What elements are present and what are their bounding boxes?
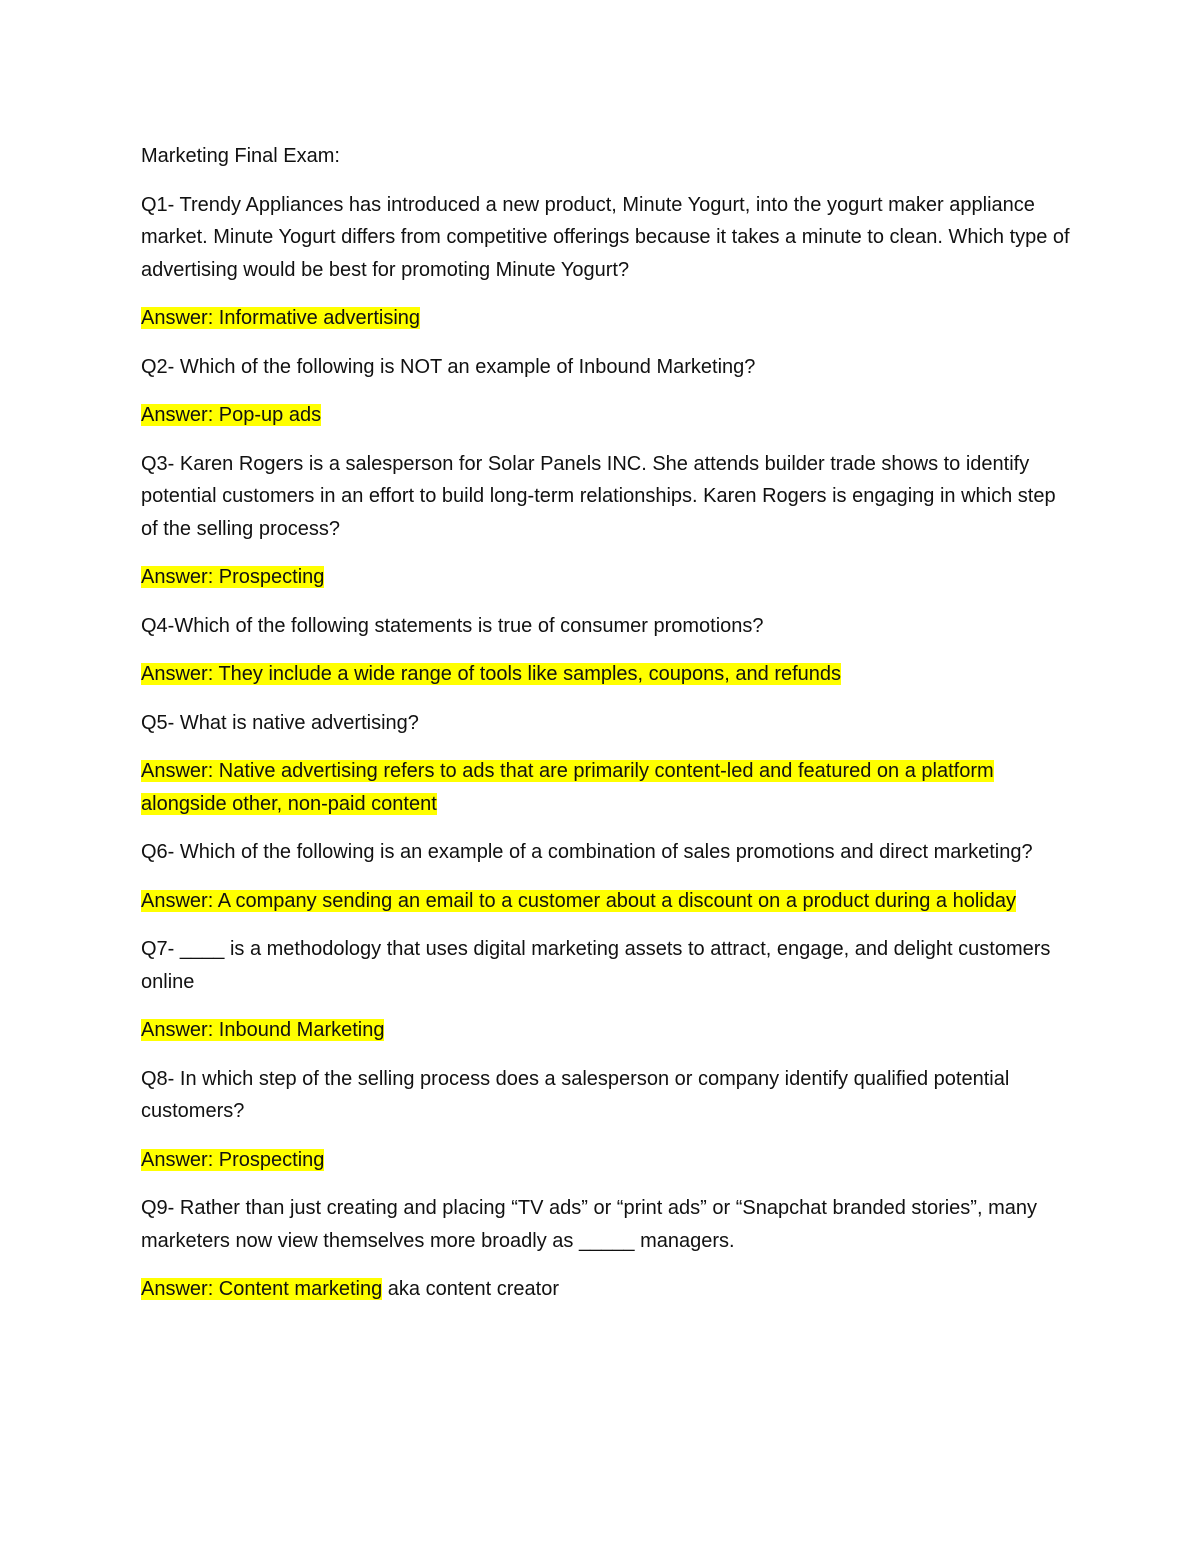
answer-highlight: Answer: Content marketing [141, 1278, 383, 1300]
question-2: Q2- Which of the following is NOT an example of Inbound Marketing? [141, 355, 756, 378]
answer-highlight: Answer: Pop-up ads [141, 404, 322, 426]
question-9: Q9- Rather than just creating and placing “TV ads” or “print ads” or “Snapchat branded stories”, many marketers now view themselves more broadly as _____ managers. [141, 1197, 1037, 1252]
document-body [141, 140, 1071, 1322]
answer-highlight: Answer: Prospecting [141, 566, 325, 588]
answer-highlight: Answer: Inbound Marketing [141, 1019, 385, 1041]
question-6: Q6- Which of the following is an example of a combination of sales promotions and direct marketing? [141, 841, 1033, 863]
question-3: Q3- Karen Rogers is a salesperson for Solar Panels INC. She attends builder trade shows to identify potential customers in an effort to build long-term relationships. Karen Rogers is engaging in which step of the selling process? [141, 452, 1056, 540]
answer-4 [141, 658, 1071, 691]
question-1: Q1- Trendy Appliances has introduced a new product, Minute Yogurt, into the yogurt maker appliance market. Minute Yogurt differs from competitive offerings because it takes a minute to clean. Which type of advertising would be best for promoting Minute Yogurt? [141, 193, 1070, 281]
question-7: Q7- ____ is a methodology that uses digital marketing assets to attract, engage, and delight customers online [141, 938, 1051, 993]
answer-2 [141, 399, 1071, 432]
answer-extra-text: aka content creator [382, 1278, 560, 1300]
answer-8 [141, 1144, 1071, 1177]
answer-highlight: Answer: Informative advertising [141, 307, 421, 329]
answer-6 [141, 885, 1071, 918]
answer-5 [141, 755, 1071, 820]
question-5: Q5- What is native advertising? [141, 711, 419, 734]
answer-3 [141, 561, 1071, 594]
answer-highlight: Answer: Prospecting [141, 1148, 325, 1171]
answer-9 [141, 1273, 1071, 1306]
answer-highlight: Answer: They include a wide range of tools like samples, coupons, and refunds [141, 663, 842, 685]
answer-highlight: Answer: A company sending an email to a customer about a discount on a product during a holiday [141, 889, 1016, 912]
answer-7 [141, 1014, 1071, 1047]
answer-1 [141, 302, 1071, 335]
answer-highlight: Answer: Native advertising refers to ads that are primarily content-led and featured on a platform alongside other, non-paid content [141, 760, 994, 815]
question-4: Q4-Which of the following statements is true of consumer promotions? [141, 614, 764, 637]
question-8: Q8- In which step of the selling process does a salesperson or company identify qualified potential customers? [141, 1067, 1010, 1122]
document-title: Marketing Final Exam: [141, 145, 340, 167]
